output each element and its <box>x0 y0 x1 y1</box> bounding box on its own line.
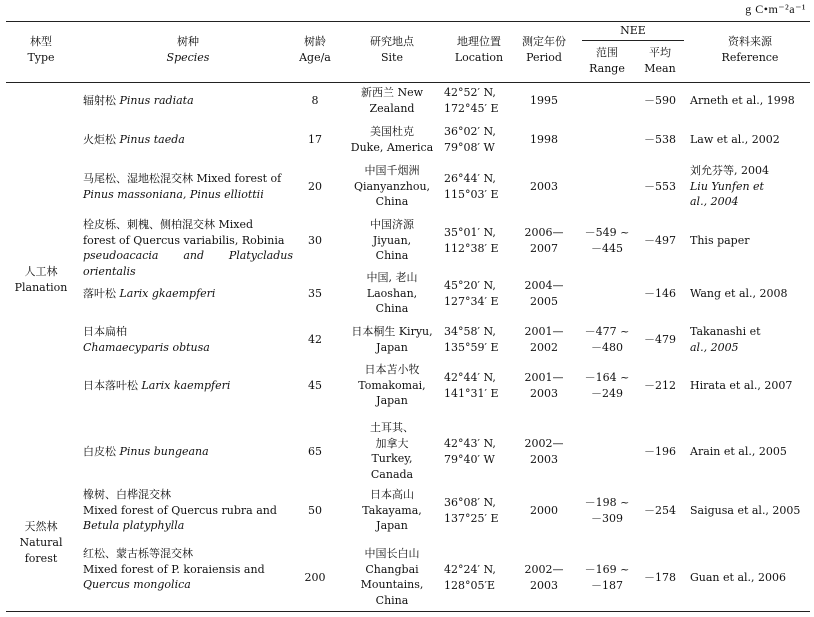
species-cell: 日本落叶松 Larix kaempferi <box>83 379 231 392</box>
mean-cell: －146 <box>644 287 676 300</box>
location-cell: 35°01′ N, 112°38′ E <box>444 226 499 255</box>
age-cell: 42 <box>308 333 322 346</box>
species-cell: 栓皮栎、刺槐、侧柏混交林 Mixed forest of Quercus variabilis, Robinia pseudoacacia and Platycladus orientalis <box>83 218 293 278</box>
range-cell: －477 ~ －480 <box>584 325 630 354</box>
site-cell: 土耳其、 加拿大 Turkey, Canada <box>370 421 414 481</box>
species-cell: 橡树、白桦混交林 Mixed forest of Quercus rubra and Betula platyphylla <box>83 488 277 532</box>
site-cell: 美国杜克 Duke, America <box>350 125 434 154</box>
header-nee: NEE <box>620 24 646 37</box>
site-cell: 中国, 老山 Laoshan, China <box>366 271 418 315</box>
mean-cell: －212 <box>644 379 676 392</box>
header-type: 林型 Type <box>27 35 55 64</box>
location-cell: 26°44′ N, 115°03′ E <box>444 172 499 201</box>
mean-cell: －254 <box>644 504 676 517</box>
header-location: 地理位置 Location <box>454 35 504 64</box>
age-cell: 45 <box>308 379 322 392</box>
age-cell: 30 <box>308 234 322 247</box>
group-plantation: 人工林 Planation <box>14 265 68 294</box>
species-cell: 落叶松 Larix gkaempferi <box>83 287 216 300</box>
site-cell: 新西兰 New Zealand <box>360 86 424 115</box>
top-rule <box>6 21 810 22</box>
header-mean: 平均 Mean <box>644 46 676 75</box>
reference-cell: Guan et al., 2006 <box>690 571 786 584</box>
age-cell: 200 <box>304 571 326 584</box>
location-cell: 36°08′ N, 137°25′ E <box>444 496 499 525</box>
location-cell: 42°24′ N, 128°05′E <box>444 563 496 592</box>
bottom-rule <box>6 611 810 612</box>
period-cell: 2006— 2007 <box>524 226 564 255</box>
site-cell: 中国长白山 Changbai Mountains, China <box>360 547 424 607</box>
header-species: 树种 Species <box>166 35 210 64</box>
species-cell: 辐射松 Pinus radiata <box>83 94 194 107</box>
reference-cell: Law et al., 2002 <box>690 133 780 146</box>
header-site: 研究地点 Site <box>370 35 414 64</box>
range-cell: －164 ~ －249 <box>584 371 630 400</box>
site-cell: 日本苫小牧 Tomakomai, Japan <box>358 363 426 407</box>
species-cell: 白皮松 Pinus bungeana <box>83 445 209 458</box>
header-reference: 资料来源 Reference <box>721 35 779 64</box>
reference-cell: Hirata et al., 2007 <box>690 379 793 392</box>
location-cell: 36°02′ N, 79°08′ W <box>444 125 496 154</box>
location-cell: 42°43′ N, 79°40′ W <box>444 437 496 466</box>
period-cell: 1998 <box>530 133 558 146</box>
site-cell: 日本桐生 Kiryu, Japan <box>351 325 433 354</box>
age-cell: 50 <box>308 504 322 517</box>
period-cell: 2002— 2003 <box>524 437 564 466</box>
reference-cell: Takanashi et al., 2005 <box>690 325 761 354</box>
species-cell: 红松、蒙古栎等混交林 Mixed forest of P. koraiensis and Quercus mongolica <box>83 547 265 591</box>
mean-cell: －497 <box>644 234 676 247</box>
range-cell: －169 ~ －187 <box>584 563 630 592</box>
period-cell: 2003 <box>530 180 558 193</box>
mean-cell: －196 <box>644 445 676 458</box>
age-cell: 17 <box>308 133 322 146</box>
species-cell: 火炬松 Pinus taeda <box>83 133 185 146</box>
header-rule <box>6 82 810 83</box>
range-cell: －198 ~ －309 <box>584 496 630 525</box>
nee-subrule <box>582 40 684 41</box>
mean-cell: －479 <box>644 333 676 346</box>
site-cell: 中国济源 Jiyuan, China <box>370 218 414 262</box>
reference-cell: Saigusa et al., 2005 <box>690 504 801 517</box>
species-cell: 马尾松、湿地松混交林 Mixed forest of Pinus massoniana, Pinus elliottii <box>83 172 282 201</box>
header-range: 范围 Range <box>589 46 625 75</box>
location-cell: 42°52′ N, 172°45′ E <box>444 86 499 115</box>
mean-cell: －178 <box>644 571 676 584</box>
header-age: 树龄 Age/a <box>299 35 331 64</box>
period-cell: 1995 <box>530 94 558 107</box>
period-cell: 2002— 2003 <box>524 563 564 592</box>
header-period: 测定年份 Period <box>522 35 566 64</box>
period-cell: 2000 <box>530 504 558 517</box>
period-cell: 2001— 2003 <box>524 371 564 400</box>
location-cell: 42°44′ N, 141°31′ E <box>444 371 499 400</box>
range-cell: －549 ~ －445 <box>584 226 630 255</box>
mean-cell: －538 <box>644 133 676 146</box>
mean-cell: －590 <box>644 94 676 107</box>
site-cell: 日本高山 Takayama, Japan <box>362 488 422 532</box>
unit-label: g C•m⁻²a⁻¹ <box>745 2 806 16</box>
group-natural: 天然林 Natural forest <box>19 520 63 565</box>
age-cell: 35 <box>308 287 322 300</box>
age-cell: 8 <box>311 94 319 107</box>
location-cell: 45°20′ N, 127°34′ E <box>444 279 499 308</box>
reference-cell: Wang et al., 2008 <box>690 287 788 300</box>
reference-cell: 刘允芬等, 2004 Liu Yunfen et al., 2004 <box>690 164 769 208</box>
species-cell: 日本扁柏 Chamaecyparis obtusa <box>83 325 210 354</box>
period-cell: 2001— 2002 <box>524 325 564 354</box>
age-cell: 20 <box>308 180 322 193</box>
site-cell: 中国千烟洲 Qianyanzhou, China <box>353 164 431 208</box>
reference-cell: Arain et al., 2005 <box>690 445 787 458</box>
age-cell: 65 <box>308 445 322 458</box>
reference-cell: This paper <box>690 234 750 247</box>
mean-cell: －553 <box>644 180 676 193</box>
period-cell: 2004— 2005 <box>524 279 564 308</box>
reference-cell: Arneth et al., 1998 <box>690 94 795 107</box>
location-cell: 34°58′ N, 135°59′ E <box>444 325 499 354</box>
